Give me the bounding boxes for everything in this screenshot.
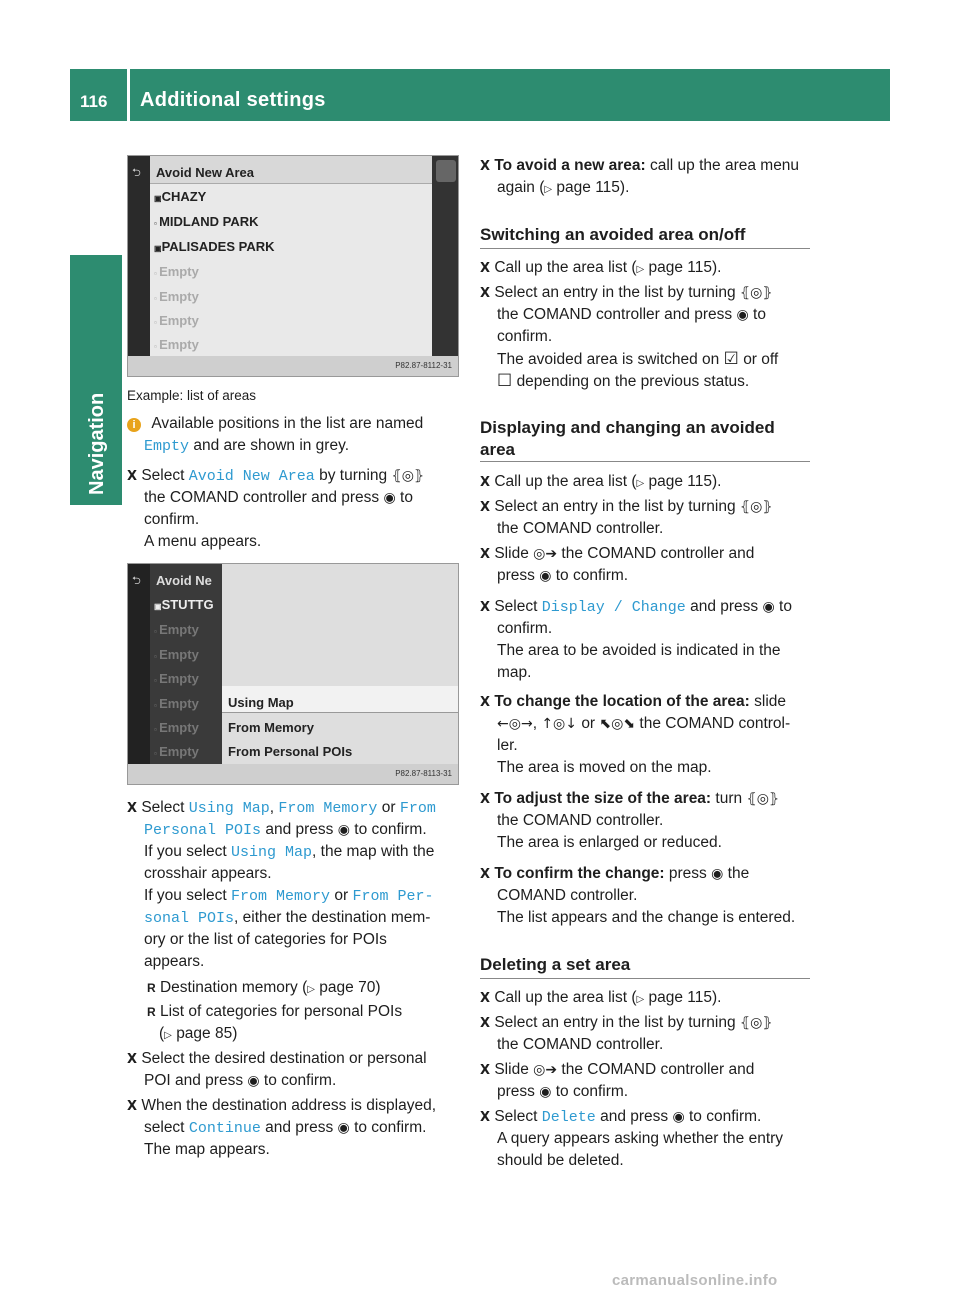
step-line: the COMAND controller.	[497, 812, 664, 829]
step-line: confirm.	[497, 328, 553, 345]
scroll-up-icon	[436, 160, 456, 182]
step: X Select Delete and press ◉ to confirm.	[480, 1108, 762, 1126]
step: X Select Avoid New Area by turning ⦃◎⦄	[127, 467, 425, 485]
submenu-divider	[222, 712, 458, 713]
step-line: the COMAND controller and press ◉ to	[144, 489, 413, 506]
step-arrow-icon: X	[480, 159, 491, 174]
step-arrow-icon: X	[480, 1110, 491, 1125]
step-line: again (▷ page 115).	[497, 179, 630, 196]
step-line: should be deleted.	[497, 1152, 624, 1169]
step: X Call up the area list (▷ page 115).	[480, 989, 722, 1006]
list-item: ▫ Empty	[154, 647, 199, 662]
slide-diagonal-icon: ⬉◎⬊	[599, 716, 636, 732]
screen-title: Avoid Ne	[156, 573, 212, 588]
page-ref-icon: ▷	[636, 264, 645, 275]
slide-left-right-icon: ←◎→	[497, 716, 533, 732]
step: X When the destination address is displayed,	[127, 1097, 437, 1114]
step-arrow-icon: X	[127, 469, 138, 484]
step: X To avoid a new area: call up the area menu	[480, 157, 800, 174]
press-controller-icon: ◉	[247, 1073, 260, 1089]
step-arrow-icon: X	[480, 792, 491, 807]
bullet-item: R List of categories for personal POIs	[147, 1003, 403, 1020]
step-line: If you select From Memory or From Per‐	[144, 887, 434, 905]
step: X Call up the area list (▷ page 115).	[480, 473, 722, 490]
step: X Slide ◎➔ the COMAND controller and	[480, 1061, 755, 1078]
slide-right-icon: ◎➔	[533, 1062, 558, 1078]
step-arrow-icon: X	[480, 695, 491, 710]
step-arrow-icon: X	[480, 286, 491, 301]
step-line: If you select Using Map, the map with the	[144, 843, 435, 861]
section-heading: Deleting a set area	[480, 955, 631, 974]
bullet-item-line: (▷ page 85)	[159, 1025, 238, 1042]
step-arrow-icon: X	[127, 801, 138, 816]
submenu-item: From Personal POIs	[228, 744, 353, 759]
slide-right-icon: ◎➔	[533, 546, 558, 562]
section-heading-line2: area	[480, 440, 515, 459]
step-line: select Continue and press ◉ to confirm.	[144, 1119, 427, 1137]
list-item: ▫ Empty	[154, 264, 199, 279]
turn-controller-icon: ⦃◎⦄	[746, 791, 780, 807]
step-line: Personal POIs and press ◉ to confirm.	[144, 821, 427, 839]
press-controller-icon: ◉	[711, 866, 724, 882]
section-tab-label: Navigation	[86, 392, 108, 495]
screen-left-strip	[128, 564, 150, 764]
press-controller-icon: ◉	[383, 490, 396, 506]
step-line: The avoided area is switched on ☑ or off	[497, 349, 779, 369]
step-arrow-icon: X	[480, 991, 491, 1006]
list-item: ▫ Empty	[154, 622, 199, 637]
step: X To change the location of the area: slide	[480, 693, 787, 710]
bullet-icon: R	[147, 981, 156, 995]
page-number: 116	[80, 92, 108, 111]
step-line: press ◉ to confirm.	[497, 567, 629, 584]
press-controller-icon: ◉	[736, 307, 749, 323]
submenu-panel	[222, 564, 458, 764]
step-line: crosshair appears.	[144, 865, 272, 882]
info-icon: i	[127, 418, 141, 432]
list-item: ▫ Empty	[154, 696, 199, 711]
page-ref-icon: ▷	[544, 184, 553, 195]
back-icon: ⮌	[132, 167, 141, 179]
screen-list-panel	[150, 564, 222, 764]
step: X Select Using Map, From Memory or From	[127, 799, 436, 817]
press-controller-icon: ◉	[539, 1084, 552, 1100]
page-ref-icon: ▷	[636, 994, 645, 1005]
step-line: The list appears and the change is entered.	[497, 909, 796, 926]
image-code: P82.87-8112-31	[128, 356, 458, 376]
image-code: P82.87-8113-31	[128, 764, 458, 784]
step-line: press ◉ to confirm.	[497, 1083, 629, 1100]
step-arrow-icon: X	[480, 500, 491, 515]
list-item: ▣PALISADES PARK	[154, 239, 275, 254]
step-line: The area to be avoided is indicated in the	[497, 642, 781, 659]
step: X Select an entry in the list by turning ⦃◎⦄	[480, 284, 773, 301]
checkbox-checked-icon: ☑	[723, 349, 739, 369]
step: X Select an entry in the list by turning ⦃◎⦄	[480, 1014, 773, 1031]
step-line: COMAND controller.	[497, 887, 638, 904]
step-arrow-icon: X	[480, 600, 491, 615]
checkbox-empty-icon: ☐	[497, 371, 513, 391]
section-heading: Switching an avoided area on/off	[480, 225, 746, 244]
screen-left-strip	[128, 156, 150, 356]
step-line: confirm.	[144, 511, 200, 528]
heading-rule	[480, 978, 810, 979]
screenshot-avoid-menu	[127, 563, 459, 785]
list-item: ▫ Empty	[154, 289, 199, 304]
step: X Call up the area list (▷ page 115).	[480, 259, 722, 276]
screenshot-area-list	[127, 155, 459, 377]
step-line: confirm.	[497, 620, 553, 637]
info-note-line2: Empty and are shown in grey.	[144, 437, 349, 455]
submenu-item: From Memory	[228, 720, 314, 735]
list-item: ▫ Empty	[154, 744, 199, 759]
step: X Slide ◎➔ the COMAND controller and	[480, 545, 755, 562]
turn-controller-icon: ⦃◎⦄	[739, 1015, 773, 1031]
step-line: POI and press ◉ to confirm.	[144, 1072, 337, 1089]
section-heading: Displaying and changing an avoided	[480, 418, 775, 437]
list-item: ▫ MIDLAND PARK	[154, 214, 259, 229]
figure-caption: Example: list of areas	[127, 388, 257, 403]
step: X To confirm the change: press ◉ the	[480, 865, 750, 882]
page-ref-icon: ▷	[307, 984, 315, 995]
step-line: appears.	[144, 953, 205, 970]
press-controller-icon: ◉	[762, 599, 775, 615]
list-item: ▣STUTTG	[154, 597, 214, 612]
turn-controller-icon: ⦃◎⦄	[739, 285, 773, 301]
press-controller-icon: ◉	[337, 822, 350, 838]
step-line: The area is moved on the map.	[497, 759, 712, 776]
step-arrow-icon: X	[480, 1063, 491, 1078]
heading-rule	[480, 461, 810, 462]
step: X Select Display / Change and press ◉ to	[480, 598, 792, 616]
step-line: ory or the list of categories for POIs	[144, 931, 387, 948]
screen-scrollbar	[432, 156, 459, 356]
step-line: A query appears asking whether the entry	[497, 1130, 784, 1147]
press-controller-icon: ◉	[539, 568, 552, 584]
step-line: The map appears.	[144, 1141, 270, 1158]
step-arrow-icon: X	[127, 1099, 138, 1114]
screen-title-bar	[150, 156, 432, 184]
step-arrow-icon: X	[480, 867, 491, 882]
bullet-icon: R	[147, 1005, 156, 1019]
bullet-item: R Destination memory (▷ page 70)	[147, 979, 381, 996]
turn-controller-icon: ⦃◎⦄	[391, 468, 425, 484]
submenu-item: Using Map	[228, 695, 294, 710]
slide-up-down-icon: ↑◎↓	[541, 716, 577, 732]
list-item: ▫ Empty	[154, 671, 199, 686]
step: X Select the desired destination or personal	[127, 1050, 427, 1067]
screen-list-panel	[150, 156, 432, 356]
info-note: i Available positions in the list are named	[127, 413, 423, 435]
turn-controller-icon: ⦃◎⦄	[739, 499, 773, 515]
page-title: Additional settings	[140, 89, 326, 111]
step-line: map.	[497, 664, 532, 681]
step: X Select an entry in the list by turning ⦃◎⦄	[480, 498, 773, 515]
step-arrow-icon: X	[480, 475, 491, 490]
heading-rule	[480, 248, 810, 249]
back-icon: ⮌	[132, 575, 141, 587]
page-ref-icon: ▷	[164, 1030, 172, 1041]
step: X To adjust the size of the area: turn ⦃◎⦄	[480, 790, 780, 807]
step-line: ☐ depending on the previous status.	[497, 371, 750, 391]
page-header	[70, 69, 890, 121]
watermark: carmanualsonline.info	[612, 1272, 778, 1289]
step-line: The area is enlarged or reduced.	[497, 834, 722, 851]
step-arrow-icon: X	[480, 1016, 491, 1031]
step-line: ler.	[497, 737, 518, 754]
step-line: the COMAND controller.	[497, 520, 664, 537]
step-line: the COMAND controller and press ◉ to	[497, 306, 766, 323]
list-item: ▣CHAZY	[154, 189, 207, 204]
step-line: sonal POIs, either the destination mem-	[144, 909, 431, 927]
list-item: ▫ Empty	[154, 720, 199, 735]
screen-title: Avoid New Area	[156, 165, 255, 180]
step-arrow-icon: X	[127, 1052, 138, 1067]
step-arrow-icon: X	[480, 261, 491, 276]
step-line: A menu appears.	[144, 533, 262, 550]
step-arrow-icon: X	[480, 547, 491, 562]
list-item: ▫ Empty	[154, 337, 199, 352]
press-controller-icon: ◉	[672, 1109, 685, 1125]
step-line: ←◎→, ↑◎↓ or ⬉◎⬊ the COMAND control-	[497, 715, 791, 732]
press-controller-icon: ◉	[337, 1120, 350, 1136]
page-ref-icon: ▷	[636, 478, 645, 489]
header-divider	[127, 69, 130, 121]
list-item: ▫ Empty	[154, 313, 199, 328]
step-line: the COMAND controller.	[497, 1036, 664, 1053]
